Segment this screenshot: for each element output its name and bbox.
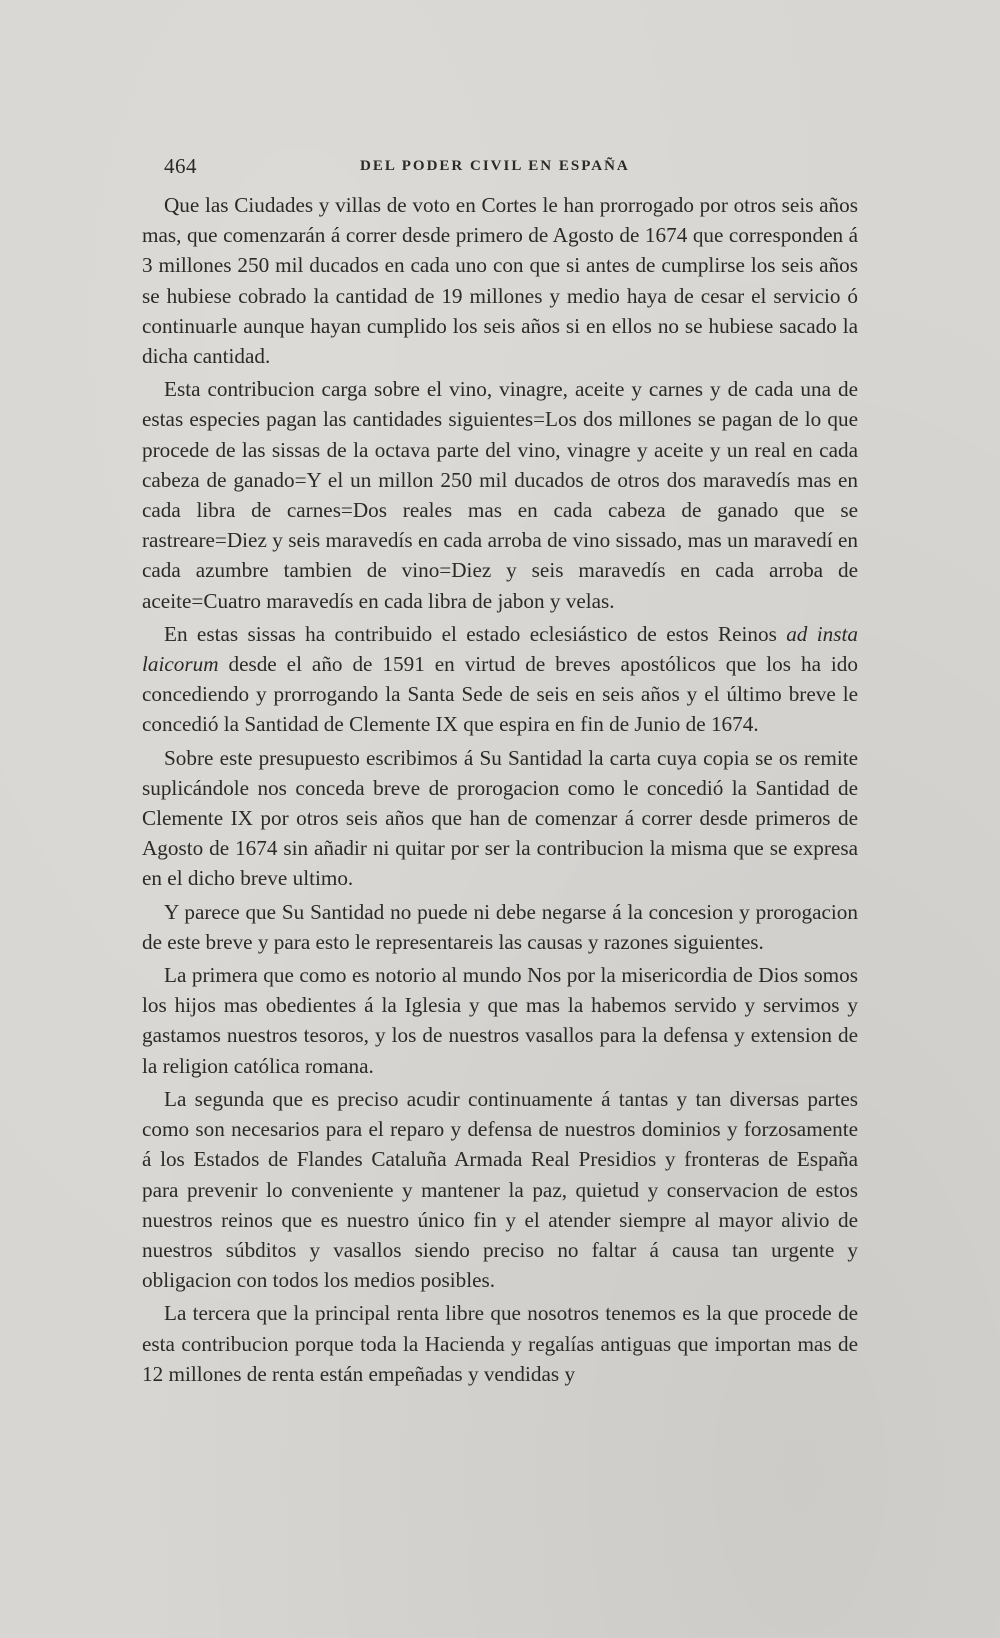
page-header — [164, 154, 864, 184]
paragraph-4: Sobre este presupuesto escribimos á Su Santidad la carta cuya copia se os remite suplicándole nos conceda breve de prorogacion como le concedió la Santidad de Clemente IX por otros seis años que han de comenzar á correr desde primeros de Agosto de 1674 sin añadir ni quitar por ser la contribucion la misma que se expresa en el dicho breve ultimo. — [142, 745, 858, 891]
paragraph-8: La tercera que la principal renta libre que nosotros tenemos es la que procede de esta contribucion porque toda la Hacienda y regalías antiguas que importan mas de 12 millones de renta están empeñadas y vendidas y — [142, 1301, 858, 1386]
paragraph-3-start: En estas sissas ha contribuido el estado eclesiástico de estos Reinos — [164, 621, 787, 646]
paragraph-5: Y parece que Su Santidad no puede ni debe negarse á la concesion y prorogacion de este breve y para esto le representareis las causas y razones siguientes. — [142, 899, 858, 954]
running-head: DEL PODER CIVIL EN ESPAÑA — [360, 158, 630, 174]
paragraph-1: Que las Ciudades y villas de voto en Cortes le han prorrogado por otros seis años mas, que comenzarán á correr desde primero de Agosto de 1674 que corresponden á 3 millones 250 mil ducados en cada uno con que si antes de cumplirse los seis años se hubiese cobrado la cantidad de 19 millones y medio haya de cesar el servicio ó continuarle aunque hayan cumplido los seis años si en ellos no se hubiese sacado la dicha cantidad. — [142, 193, 858, 369]
page-number: 464 — [164, 154, 197, 178]
paragraph-3-end: desde el año de 1591 en virtud de breves apostólicos que los ha ido concediendo y prorrogando la Santa Sede de seis en seis años y el último breve le concedió la Santidad de Clemente IX que espira en fin de Junio de 1674. — [142, 652, 858, 737]
paragraph-2: Esta contribucion carga sobre el vino, vinagre, aceite y carnes y de cada una de estas especies pagan las cantidades siguientes=Los dos millones se pagan de lo que procede de las sissas de la octava parte del vino, vinagre y aceite y un real en cada cabeza de ganado=Y el un millon 250 mil ducados de otros dos maravedís mas en cada libra de carnes=Dos reales mas en cada cabeza de ganado que se rastreare=Diez y seis maravedís en cada arroba de vino sissado, mas un maravedí en cada azumbre tambien de vino=Diez y seis maravedís en cada arroba de aceite=Cuatro maravedís en cada libra de jabon y velas. — [142, 377, 858, 613]
paragraph-3 — [142, 619, 858, 740]
paragraph-6: La primera que como es notorio al mundo Nos por la misericordia de Dios somos los hijos mas obedientes á la Iglesia y que mas la habemos servido y servimos y gastamos nuestros tesoros, y los de nuestros vasallos para la defensa y extension de la religion católica romana. — [142, 963, 858, 1078]
latin-phrase: ad insta laicorum — [142, 621, 858, 677]
paragraph-7: La segunda que es preciso acudir continuamente á tantas y tan diversas partes como son necesarios para el reparo y defensa de nuestros dominios y forzosamente á los Estados de Flandes Cataluña Armada Real Presidios y fronteras de España para prevenir lo conveniente y mantener la paz, quietud y conservacion de estos nuestros reinos que es nuestro único fin y el atender siempre al mayor alivio de nuestros súbditos y vasallos siendo preciso no faltar á causa tan urgente y obligacion con todos los medios posibles. — [142, 1086, 858, 1293]
body-text — [142, 190, 858, 1389]
